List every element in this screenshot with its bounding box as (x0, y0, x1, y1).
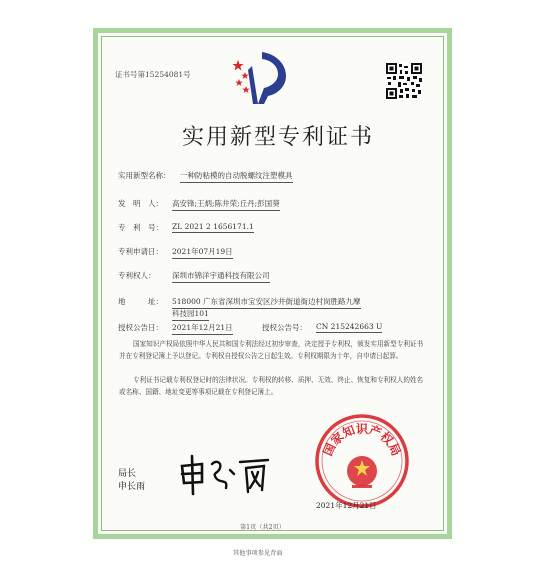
cnipa-logo-icon (228, 48, 292, 106)
address-label: 地 址： (118, 297, 163, 306)
seal-date: 2021年12月21日 (316, 501, 377, 510)
seal-text: 国家知识产权局 (320, 422, 404, 459)
page-indicator: 第1页（共2页） (240, 524, 285, 531)
grant-number-value: CN 215242663 U (316, 322, 383, 331)
footer-note: 其他事项参见背面 (233, 550, 283, 557)
utility-model-name-value: 一种防粘模的自动脱螺纹注塑模具 (180, 170, 293, 183)
inventor-label: 发 明 人： (118, 199, 163, 208)
certificate-number: 证书号第15254081号 (115, 70, 191, 79)
grant-statement-paragraph: 国家知识产权局依照中华人民共和国专利法经过初步审查，决定授予专利权，颁发实用新型专利证书并在专利登记簿上予以登记。专利权自授权公告之日起生效。专利权期限为十年，自申请日起算。 (119, 340, 424, 360)
legal-status-paragraph: 专利证书记载专利权登记时的法律状况。专利权的转移、质押、无效、终止、恢复和专利权人的姓名或名称、国籍、地址变更等事项记载在专利登记簿上。 (119, 376, 424, 396)
director-name-label: 申长雨 (118, 482, 146, 492)
official-seal-icon (314, 413, 410, 509)
director-signature (176, 452, 272, 496)
grant-date-value: 2021年12月21日 (172, 322, 233, 335)
patent-number-value: ZL 2021 2 1656171.1 (172, 222, 254, 231)
address-value-line2: 科技园101 (172, 308, 209, 321)
patent-number-label: 专 利 号： (118, 223, 163, 232)
qr-code-icon (385, 62, 423, 100)
address-value-line1: 518000 广东省深圳市宝安区沙井街道衙边村岗胜路九摩 (172, 296, 361, 309)
grant-date-label: 授权公告日： (118, 323, 163, 332)
application-date-value: 2021年07月19日 (172, 246, 233, 259)
application-date-label: 专利申请日： (118, 247, 163, 256)
patentee-label: 专利权人： (118, 271, 156, 280)
inventor-value: 高安锋;王炳;陈井荣;丘丹;彭国葵 (172, 198, 280, 211)
grant-number-label: 授权公告号： (262, 323, 307, 332)
director-title-label: 局长 (118, 469, 137, 479)
certificate-title: 实用新型专利证书 (182, 125, 375, 150)
patentee-value: 深圳市锦洋宇通科技有限公司 (172, 270, 270, 283)
utility-model-name-label: 实用新型名称： (118, 171, 171, 180)
